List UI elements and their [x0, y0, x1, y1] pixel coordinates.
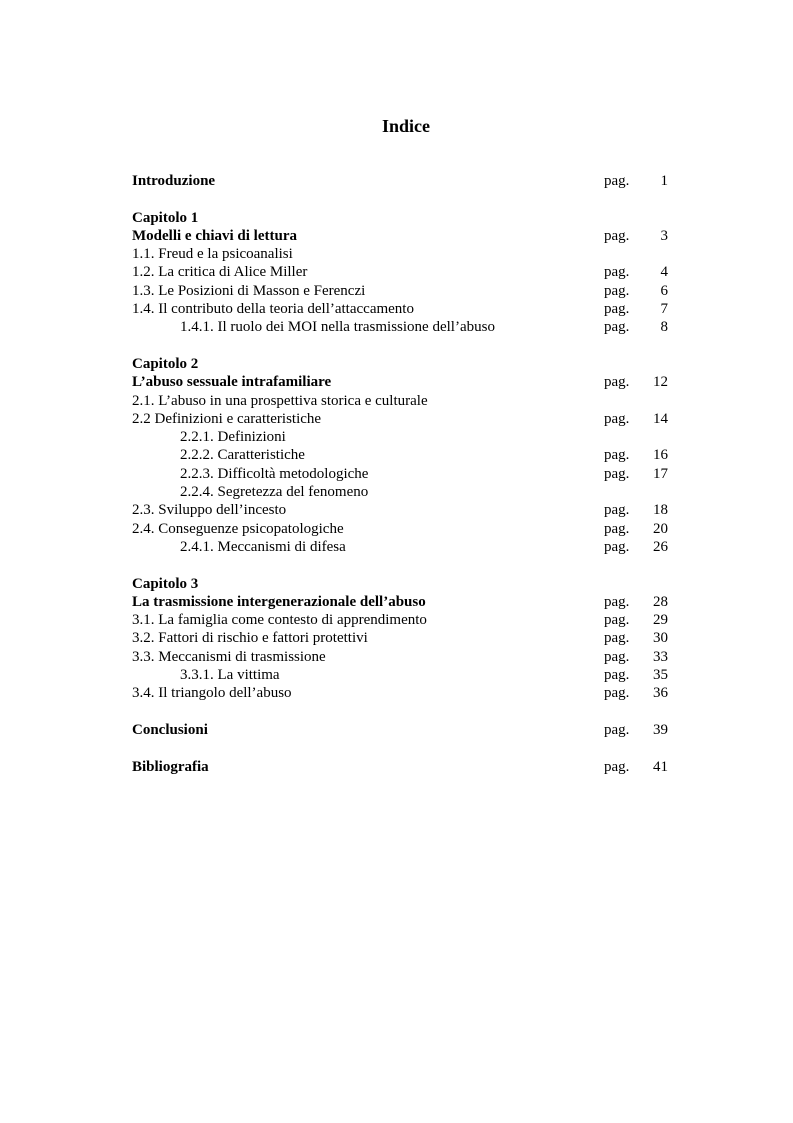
toc-spacer: [132, 337, 668, 355]
toc-entry-label: 1.4. Il contributo della teoria dell’attaccamento: [132, 301, 414, 318]
toc-page-prefix: pag.: [604, 667, 630, 684]
toc-entry-label: Bibliografia: [132, 758, 209, 775]
page-title: Indice: [381, 116, 430, 136]
toc-entry-label: 2.4. Conseguenze psicopatologiche: [132, 520, 344, 537]
toc-entry[interactable]: [132, 355, 668, 373]
toc-entry[interactable]: [132, 282, 668, 300]
toc-entry[interactable]: [132, 758, 668, 776]
toc-page-number: 29: [653, 612, 668, 629]
toc-page-prefix: pag.: [604, 648, 630, 665]
toc-page-number: 18: [653, 502, 668, 519]
toc-page-number: 17: [653, 465, 668, 482]
toc-entry[interactable]: [132, 373, 668, 391]
toc-page-prefix: pag.: [604, 630, 630, 647]
toc-page-number: 14: [653, 410, 668, 427]
toc-entry[interactable]: [132, 611, 668, 629]
toc-page-prefix: pag.: [604, 447, 630, 464]
toc-page-number: 41: [653, 758, 668, 775]
toc-entry-label: Capitolo 1: [132, 209, 199, 226]
toc-entry-label: L’abuso sessuale intrafamiliare: [132, 374, 332, 391]
toc-page-prefix: pag.: [604, 758, 630, 775]
toc-page-number: 28: [653, 593, 668, 610]
toc-entry-label: 2.2 Definizioni e caratteristiche: [132, 410, 322, 427]
toc-page-number: 7: [660, 301, 668, 318]
toc-entry-label: Conclusioni: [132, 721, 208, 738]
toc-page-prefix: pag.: [604, 502, 630, 519]
toc-entry-label: 1.2. La critica di Alice Miller: [132, 264, 308, 281]
toc-page-prefix: pag.: [604, 465, 630, 482]
toc-page-prefix: pag.: [604, 282, 630, 299]
toc-entry-label: Capitolo 2: [132, 355, 199, 372]
toc-page-prefix: pag.: [604, 538, 630, 555]
toc-entry[interactable]: [132, 629, 668, 647]
toc-page-prefix: pag.: [604, 227, 630, 244]
toc-spacer: [132, 556, 668, 574]
toc-page-prefix: pag.: [604, 264, 630, 281]
toc-entry[interactable]: [132, 263, 668, 281]
toc-page-prefix: pag.: [604, 593, 630, 610]
toc-page-number: 35: [653, 667, 668, 684]
toc-entry[interactable]: [132, 501, 668, 519]
toc-entry-label: Modelli e chiavi di lettura: [132, 227, 297, 244]
toc-entry-label: 2.1. L’abuso in una prospettiva storica e culturale: [132, 392, 428, 409]
toc-entry[interactable]: [132, 428, 668, 446]
toc-entry[interactable]: [132, 648, 668, 666]
toc-page-number: 12: [653, 374, 668, 391]
toc-page-number: 8: [660, 319, 668, 336]
toc-entry[interactable]: [132, 465, 668, 483]
toc-page-number: 26: [653, 538, 668, 555]
toc-page-number: 4: [660, 264, 668, 281]
toc-entry-label: 3.3. Meccanismi di trasmissione: [132, 648, 326, 665]
toc-entry-label: 3.1. La famiglia come contesto di apprendimento: [132, 612, 427, 629]
toc-page-prefix: pag.: [604, 301, 630, 318]
toc-entry[interactable]: [132, 172, 668, 190]
toc-entry-label: La trasmissione intergenerazionale dell’abuso: [132, 593, 426, 610]
toc-page-number: 33: [653, 648, 668, 665]
toc-page-number: 30: [653, 630, 668, 647]
toc-entry[interactable]: [132, 392, 668, 410]
toc-entry-label: 2.2.3. Difficoltà metodologiche: [180, 465, 369, 482]
toc-entry[interactable]: [132, 520, 668, 538]
toc-entry-label: 2.3. Sviluppo dell’incesto: [132, 502, 287, 519]
toc-page-number: 16: [653, 447, 668, 464]
toc-entry-label: 2.4.1. Meccanismi di difesa: [180, 538, 346, 555]
toc-entry-label: 1.4.1. Il ruolo dei MOI nella trasmissione dell’abuso: [180, 319, 495, 336]
toc-entry[interactable]: [132, 318, 668, 336]
toc-entry[interactable]: [132, 483, 668, 501]
toc-entry-label: 3.2. Fattori di rischio e fattori protettivi: [132, 630, 368, 647]
toc-page-number: 6: [660, 282, 668, 299]
toc-entry[interactable]: [132, 575, 668, 593]
toc-entry[interactable]: [132, 245, 668, 263]
table-of-contents: [132, 172, 668, 776]
toc-entry-label: 2.2.1. Definizioni: [180, 429, 286, 446]
toc-page-number: 1: [660, 173, 668, 189]
toc-spacer: [132, 703, 668, 721]
toc-entry[interactable]: [132, 410, 668, 428]
toc-entry[interactable]: [132, 300, 668, 318]
toc-entry[interactable]: [132, 721, 668, 739]
toc-page-prefix: pag.: [604, 410, 630, 427]
toc-page-number: 36: [653, 685, 668, 702]
toc-page-prefix: pag.: [604, 721, 630, 738]
toc-page-number: 20: [653, 520, 668, 537]
toc-spacer: [132, 190, 668, 208]
toc-entry-label: 3.3.1. La vittima: [180, 667, 280, 684]
toc-page-number: 39: [653, 721, 668, 738]
toc-page-prefix: pag.: [604, 612, 630, 629]
toc-page-prefix: pag.: [604, 520, 630, 537]
toc-page-number: 3: [660, 227, 668, 244]
toc-entry-label: 1.1. Freud e la psicoanalisi: [132, 246, 293, 263]
toc-entry[interactable]: [132, 538, 668, 556]
toc-entry-label: 3.4. Il triangolo dell’abuso: [132, 685, 292, 702]
toc-entry-label: 2.2.4. Segretezza del fenomeno: [180, 484, 369, 501]
toc-entry[interactable]: [132, 666, 668, 684]
toc-entry[interactable]: [132, 446, 668, 464]
toc-entry[interactable]: [132, 209, 668, 227]
toc-page-prefix: pag.: [604, 374, 630, 391]
toc-page-prefix: pag.: [604, 173, 630, 189]
toc-entry-label: Capitolo 3: [132, 575, 199, 592]
toc-page-prefix: pag.: [604, 685, 630, 702]
toc-entry-label: 1.3. Le Posizioni di Masson e Ferenczi: [132, 282, 366, 299]
toc-entry[interactable]: [132, 593, 668, 611]
toc-page-prefix: pag.: [604, 319, 630, 336]
toc-entry-label: Introduzione: [132, 173, 216, 189]
toc-spacer: [132, 739, 668, 757]
toc-entry-label: 2.2.2. Caratteristiche: [180, 447, 305, 464]
toc-entry[interactable]: [132, 227, 668, 245]
toc-entry[interactable]: [132, 684, 668, 702]
